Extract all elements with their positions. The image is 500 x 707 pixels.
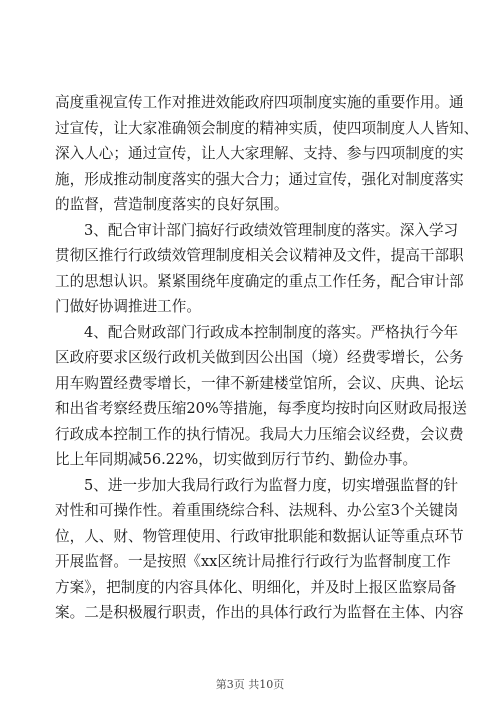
text-line: 深入人心；通过宣传，让人大家理解、支持、参与四项制度的实	[55, 145, 464, 162]
text-line: 高度重视宣传工作对推进效能政府四项制度实施的重要作用。通	[55, 94, 464, 111]
document-body	[55, 90, 479, 626]
paragraph-2	[55, 218, 464, 320]
text-line: 位，人、财、物管理使用、行政审批职能和数据认证等重点环节	[55, 527, 464, 545]
text-line: 行政成本控制工作的执行情况。我局大力压缩会议经费，会议费	[55, 425, 464, 443]
text-line: 门做好协调推进工作。	[55, 298, 201, 315]
page-number-footer: 第3页 共10页	[215, 678, 285, 691]
text-line: 比上年同期减56.22%，切实做到厉行节约、勤俭办事。	[55, 451, 418, 468]
text-line: 方案》，把制度的内容具体化、明细化，并及时上报区监察局备	[55, 578, 457, 596]
text-line: 用车购置经费零增长，一律不新建楼堂馆所，会议、庆典、论坛	[55, 374, 464, 392]
text-line: 案。二是积极履行职责，作出的具体行政行为监督在主体、内容	[55, 604, 464, 621]
paragraph-3	[55, 320, 467, 473]
text-line: 和出省考察经费压缩20%等措施，每季度均按时向区财政局报送	[55, 400, 467, 417]
text-line: 区政府要求区级行政机关做到因公出国（境）经费零增长，公务	[55, 349, 464, 366]
text-line: 的监督，营造制度落实的良好氛围。	[55, 196, 289, 213]
text-line: 工的思想认识。紧紧围绕年度确定的重点工作任务，配合审计部	[55, 272, 464, 290]
text-line: 对性和可操作性。着重围绕综合科、法规科、办公室3个关键岗	[55, 502, 459, 519]
text-line: 3、配合审计部门搞好行政绩效管理制度的落实。深入学习	[84, 221, 459, 239]
text-line: 贯彻区推行行政绩效管理制度相关会议精神及文件，提高干部职	[55, 247, 464, 264]
text-line: 施，形成推动制度落实的强大合力；通过宣传，强化对制度落实	[55, 170, 464, 188]
text-line: 过宣传，让大家准确领会制度的精神实质，使四项制度人人皆知、	[55, 119, 479, 137]
text-line: 开展监督。一是按照《xx区统计局推行行政行为监督制度工作	[55, 553, 451, 570]
paragraph-4	[55, 473, 464, 626]
text-line: 5、进一步加大我局行政行为监督力度，切实增强监督的针	[84, 476, 459, 494]
paragraph-1	[55, 90, 479, 218]
text-line: 4、配合财政部门行政成本控制制度的落实。严格执行今年	[84, 323, 459, 341]
